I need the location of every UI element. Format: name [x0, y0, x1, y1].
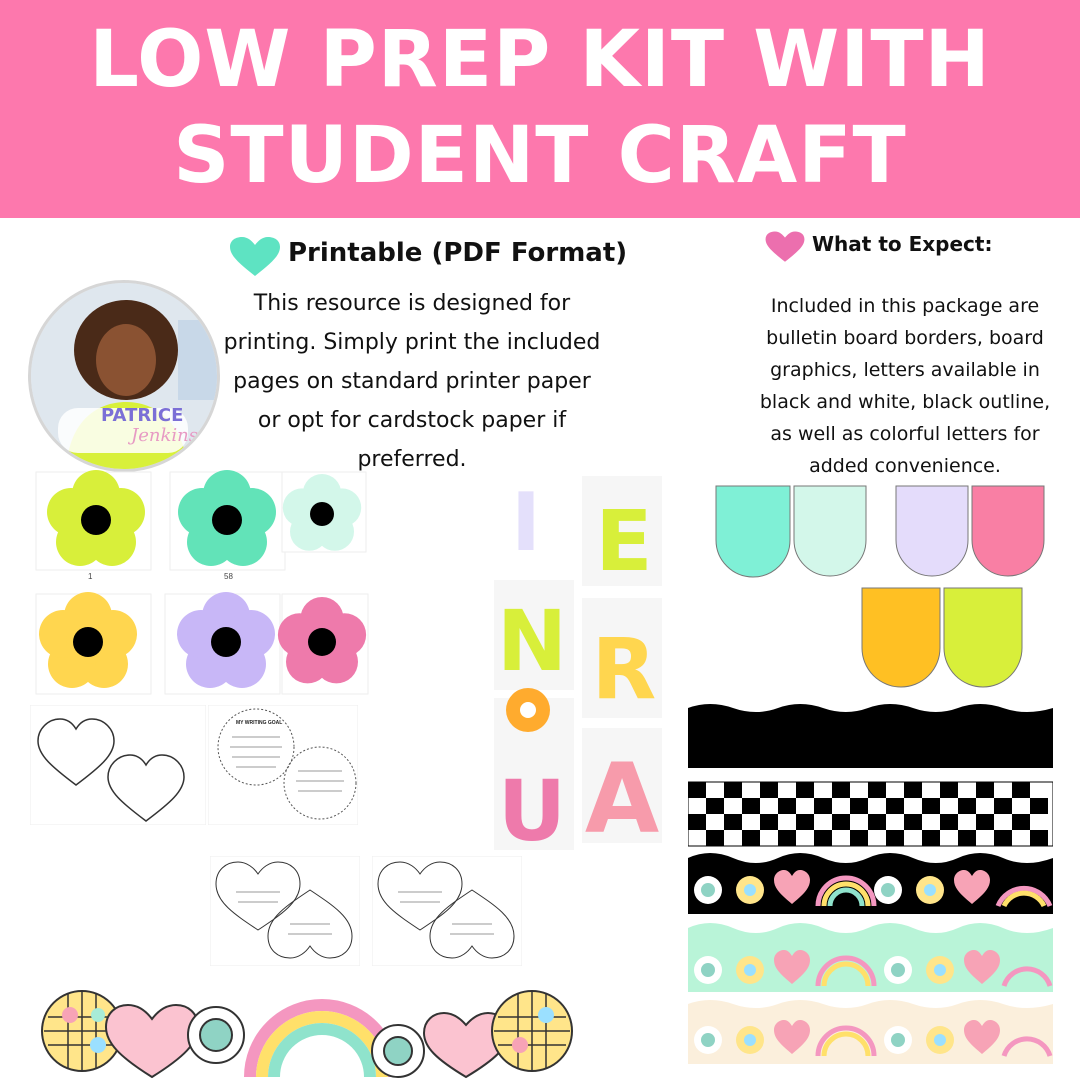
- letter-u: U: [497, 762, 567, 850]
- flower-craft-thumbnails: [30, 470, 375, 700]
- title-banner: [0, 0, 1080, 218]
- heart-writing-goal-thumbnail: [372, 856, 522, 966]
- writing-goal-circle-thumbnail: [208, 705, 358, 825]
- letter-i: I: [511, 476, 541, 569]
- heart-icon: [228, 236, 282, 278]
- bulletin-borders: [688, 700, 1053, 1065]
- letter-r: R: [591, 620, 657, 718]
- banner-title-line1: LOW PREP KIT WITH: [89, 15, 991, 105]
- page-number: 1: [88, 572, 93, 581]
- letter-a: A: [584, 743, 660, 850]
- expect-description: Included in this package are bulletin board borders, board graphics, letters available in black and white, black outline, as well as colorful letters for added convenience.: [759, 295, 1051, 477]
- letter-e: E: [595, 492, 653, 590]
- pennant-graphics: [706, 482, 1056, 692]
- letter-n: N: [496, 592, 568, 690]
- bottom-decor-graphics: [40, 985, 580, 1080]
- brand-name-line1: PATRICE: [101, 405, 184, 426]
- expect-title: What to Expect:: [812, 232, 993, 256]
- heart-writing-thumbnail: [210, 856, 360, 966]
- writing-goal-label: MY WRITING GOAL: [236, 720, 283, 726]
- page-number: 58: [224, 572, 233, 581]
- author-avatar: [28, 280, 220, 472]
- brand-name-line2: Jenkins: [131, 425, 198, 446]
- banner-title-line2: STUDENT CRAFT: [173, 111, 907, 201]
- printable-description: This resource is designed for printing. Simply print the included pages on standard printer paper or opt for cardstock paper if preferred.: [223, 291, 601, 472]
- bulletin-letters: [490, 470, 670, 850]
- printable-title: Printable (PDF Format): [288, 238, 628, 268]
- heart-outline-thumbnail: [30, 705, 206, 825]
- heart-icon: [764, 228, 806, 266]
